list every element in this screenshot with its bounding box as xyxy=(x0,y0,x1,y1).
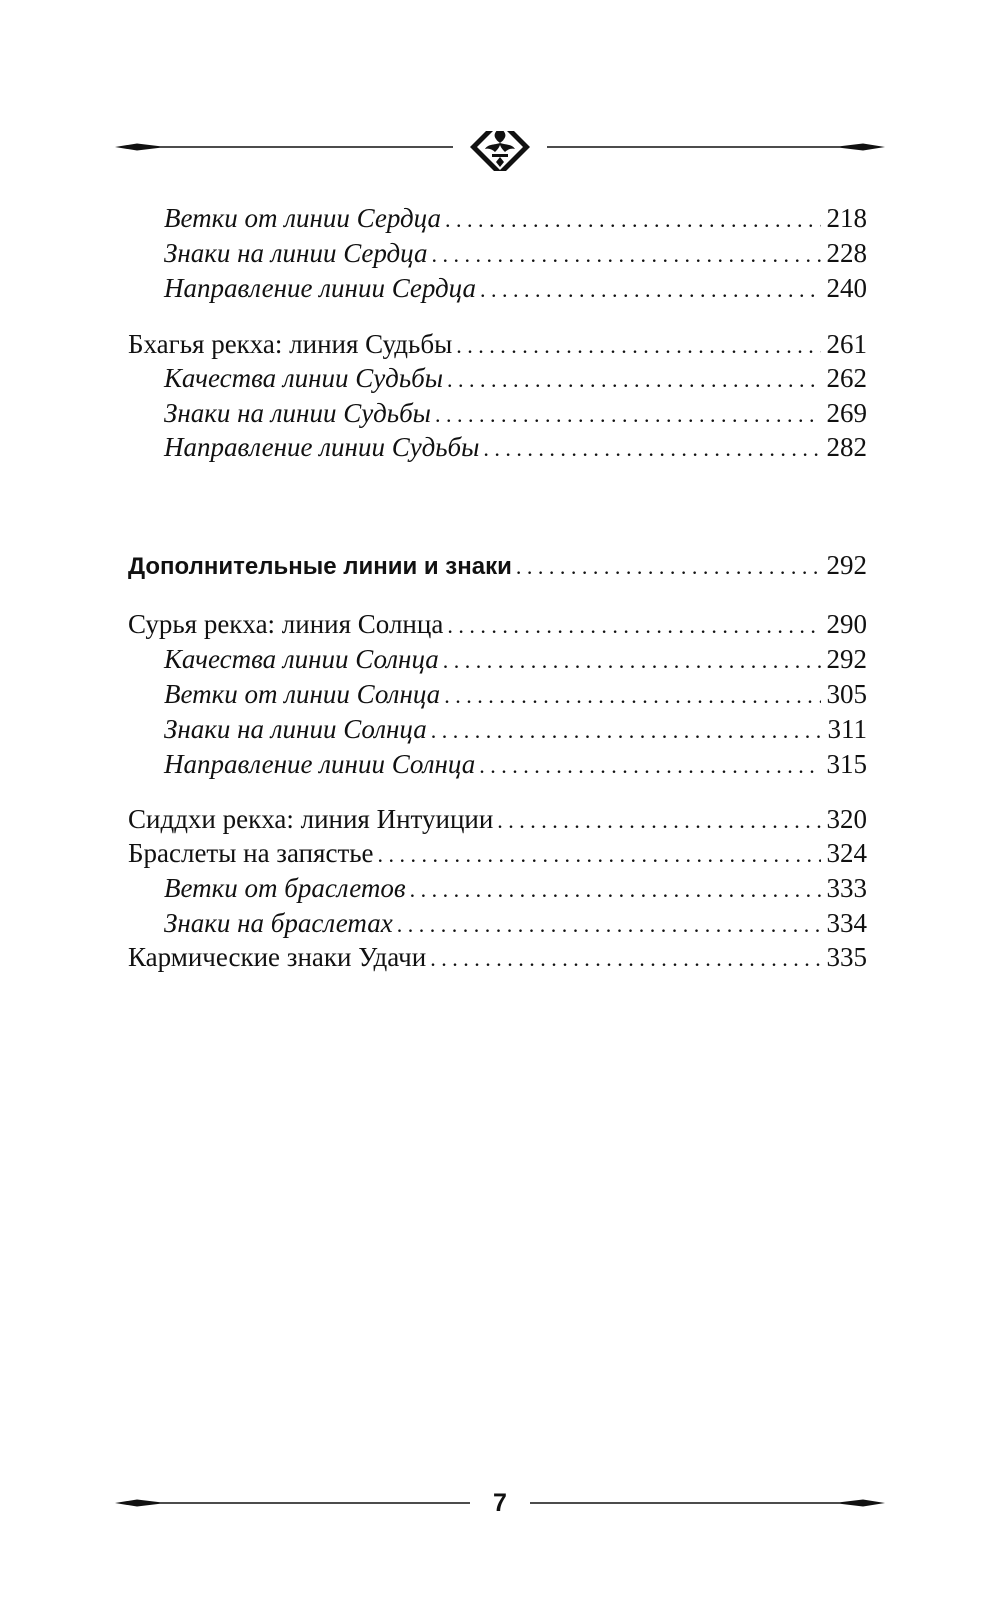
toc-entry[interactable] xyxy=(164,201,867,235)
dot-leader xyxy=(516,550,821,584)
toc-section-heading[interactable] xyxy=(128,548,867,582)
toc-entry-title: Сиддхи рекха: линия Интуиции xyxy=(128,804,494,834)
toc-entry-title: Качества линии Солнца xyxy=(164,644,439,674)
toc-entry-page: 262 xyxy=(826,363,867,393)
dot-leader xyxy=(480,273,820,307)
toc-entry[interactable] xyxy=(164,712,867,746)
toc-entry-title: Знаки на линии Солнца xyxy=(164,714,427,744)
toc-entry[interactable] xyxy=(164,642,867,676)
toc-entry[interactable] xyxy=(128,327,867,361)
toc-entry-page: 218 xyxy=(826,203,867,233)
dot-leader xyxy=(447,609,820,643)
dot-leader xyxy=(431,714,822,748)
dot-leader xyxy=(456,329,820,363)
toc-entry-page: 290 xyxy=(826,609,867,639)
dot-leader xyxy=(444,679,820,713)
dot-leader xyxy=(435,398,821,432)
toc-entry-page: 334 xyxy=(826,908,867,938)
dot-leader xyxy=(430,942,820,976)
toc-entry-title: Направление линии Судьбы xyxy=(164,432,480,462)
toc-entry[interactable] xyxy=(164,396,867,430)
toc-entry-page: 269 xyxy=(826,398,867,428)
table-of-contents xyxy=(128,0,867,1616)
toc-entry[interactable] xyxy=(128,607,867,641)
toc-entry[interactable] xyxy=(164,236,867,270)
toc-entry[interactable] xyxy=(164,430,867,464)
toc-entry-page: 282 xyxy=(826,432,867,462)
toc-entry-title: Направление линии Солнца xyxy=(164,749,476,779)
toc-entry-page: 315 xyxy=(826,749,867,779)
dot-leader xyxy=(432,238,821,272)
toc-entry-title: Ветки от линии Сердца xyxy=(164,203,441,233)
dot-leader xyxy=(483,432,820,466)
toc-entry-title: Дополнительные линии и знаки xyxy=(128,553,512,580)
toc-entry-title: Знаки на линии Сердца xyxy=(164,238,428,268)
toc-entry-page: 311 xyxy=(827,714,867,744)
toc-entry-title: Качества линии Судьбы xyxy=(164,363,443,393)
toc-entry-title: Кармические знаки Удачи xyxy=(128,942,427,972)
toc-entry-title: Знаки на линии Судьбы xyxy=(164,398,431,428)
dot-leader xyxy=(397,908,821,942)
dot-leader xyxy=(447,363,821,397)
toc-entry-title: Знаки на браслетах xyxy=(164,908,393,938)
toc-entry[interactable] xyxy=(128,940,867,974)
toc-entry-page: 320 xyxy=(826,804,867,834)
toc-entry-title: Браслеты на запястье xyxy=(128,838,374,868)
toc-entry[interactable] xyxy=(164,747,867,781)
dot-leader xyxy=(445,203,821,237)
toc-entry-title: Ветки от браслетов xyxy=(164,873,406,903)
toc-entry[interactable] xyxy=(164,677,867,711)
dot-leader xyxy=(410,873,821,907)
dot-leader xyxy=(378,838,821,872)
toc-entry-title: Ветки от линии Солнца xyxy=(164,679,441,709)
page-number: 7 xyxy=(470,1486,530,1520)
toc-entry-title: Направление линии Сердца xyxy=(164,273,477,303)
toc-entry-title: Бхагья рекха: линия Судьбы xyxy=(128,329,453,359)
toc-entry-page: 324 xyxy=(826,838,867,868)
toc-entry[interactable] xyxy=(164,871,867,905)
dot-leader xyxy=(497,804,820,838)
toc-entry-page: 261 xyxy=(826,329,867,359)
toc-entry[interactable] xyxy=(164,906,867,940)
toc-entry-page: 335 xyxy=(826,942,867,972)
dot-leader xyxy=(443,644,821,678)
toc-entry[interactable] xyxy=(128,836,867,870)
toc-entry-title: Сурья рекха: линия Солнца xyxy=(128,609,444,639)
toc-entry-page: 333 xyxy=(826,873,867,903)
toc-entry-page: 228 xyxy=(826,238,867,268)
toc-entry-page: 305 xyxy=(826,679,867,709)
toc-entry-page: 292 xyxy=(826,550,867,580)
toc-entry-page: 240 xyxy=(826,273,867,303)
toc-entry[interactable] xyxy=(164,271,867,305)
toc-entry[interactable] xyxy=(164,361,867,395)
toc-entry[interactable] xyxy=(128,802,867,836)
toc-entry-page: 292 xyxy=(826,644,867,674)
dot-leader xyxy=(479,749,820,783)
